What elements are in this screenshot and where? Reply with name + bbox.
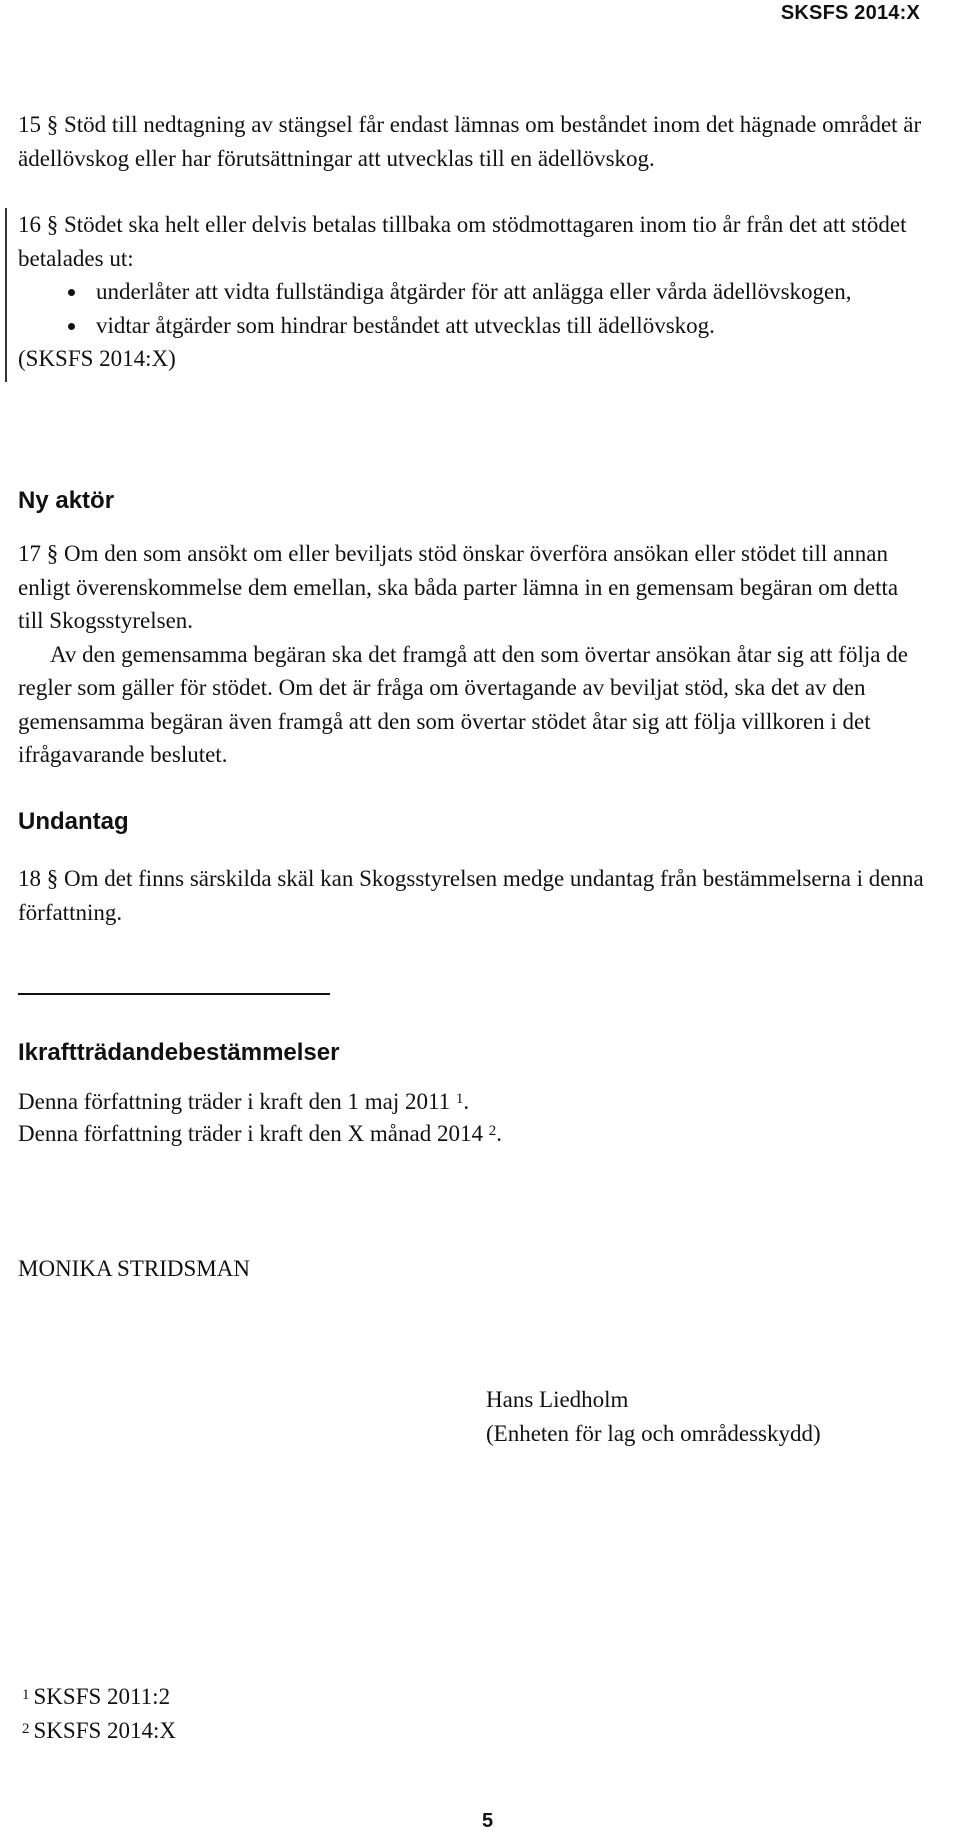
heading-ny-aktor: Ny aktör: [18, 487, 115, 514]
section-16: [18, 208, 928, 376]
page-number: 5: [482, 1810, 494, 1832]
footnote-ref: 2: [488, 1123, 497, 1139]
section-16-list: [18, 275, 928, 342]
section-number: 15: [18, 112, 41, 137]
section-15: [18, 108, 928, 175]
bullet-icon: [68, 323, 75, 330]
signature-primary: MONIKA STRIDSMAN: [18, 1256, 250, 1281]
heading-ikraft: Ikraftträdandebestämmelser: [18, 1039, 340, 1066]
section-number: 16: [18, 212, 41, 237]
section-18: [18, 862, 928, 929]
signature-secondary: [486, 1383, 926, 1451]
section-text: Om det finns särskilda skäl kan Skogsstyrelsen medge undantag från bestämmelserna i denna författning.: [18, 866, 924, 925]
footnote-number: 2: [22, 1721, 30, 1737]
footnote-ref: 1: [455, 1091, 464, 1107]
signature-unit: (Enheten för lag och områdesskydd): [486, 1421, 821, 1446]
section-16-reference: (SKSFS 2014:X): [18, 346, 176, 371]
list-item: underlåter att vidta fullständiga åtgärder för att anlägga eller vårda ädellövskogen,: [18, 275, 928, 309]
list-item: vidtar åtgärder som hindrar beståndet att utvecklas till ädellövskog.: [18, 309, 928, 343]
footnote: $^1$ SKSFS 2011:2: [22, 1684, 171, 1709]
heading-undantag: Undantag: [18, 808, 129, 835]
ikraft-block: [18, 1086, 928, 1150]
section-17: [18, 537, 928, 772]
signature-name: Hans Liedholm: [486, 1387, 629, 1412]
footnotes: [22, 1680, 176, 1748]
section-17-para-2: Av den gemensamma begäran ska det framgå att den som övertar ansökan åtar sig att följa de regler som gäller för stödet. Om det är fråga om övertagande av beviljat stöd, ska det av den gemensamma begäran även framgå att den som övertar stödet åtar sig att följa villkoren i det ifrågavarande beslutet.: [18, 641, 908, 767]
section-sign-icon: §: [46, 541, 59, 566]
running-header: SKSFS 2014:X: [780, 2, 920, 24]
section-16-intro: [18, 208, 928, 275]
ikraft-line: Denna författning träder i kraft den 1 maj 2011 $^1$.: [18, 1089, 470, 1114]
section-number: 17: [18, 541, 41, 566]
section-text: Stöd till nedtagning av stängsel får endast lämnas om beståndet inom det hägnade området är ädellövskog eller har förutsättningar att utvecklas till en ädellövskog.: [18, 112, 922, 171]
bullet-icon: [68, 289, 75, 296]
section-number: 18: [18, 866, 41, 891]
divider: [18, 993, 330, 995]
section-sign-icon: §: [46, 866, 59, 891]
footnote-number: 1: [22, 1687, 30, 1703]
footnote: $^2$ SKSFS 2014:X: [22, 1718, 177, 1743]
section-sign-icon: §: [46, 212, 59, 237]
change-bar: [5, 208, 7, 382]
section-17-para-1: [18, 537, 928, 638]
section-text: Stödet ska helt eller delvis betalas tillbaka om stödmottagaren inom tio år från det att stödet betalades ut:: [18, 212, 907, 271]
section-sign-icon: §: [46, 112, 59, 137]
section-text: Om den som ansökt om eller beviljats stöd önskar överföra ansökan eller stödet till annan enligt överenskommelse dem emellan, ska båda parter lämna in en gemensam begäran om detta till Skogsstyrelsen.: [18, 541, 899, 633]
ikraft-line: Denna författning träder i kraft den X månad 2014 $^2$.: [18, 1121, 502, 1146]
